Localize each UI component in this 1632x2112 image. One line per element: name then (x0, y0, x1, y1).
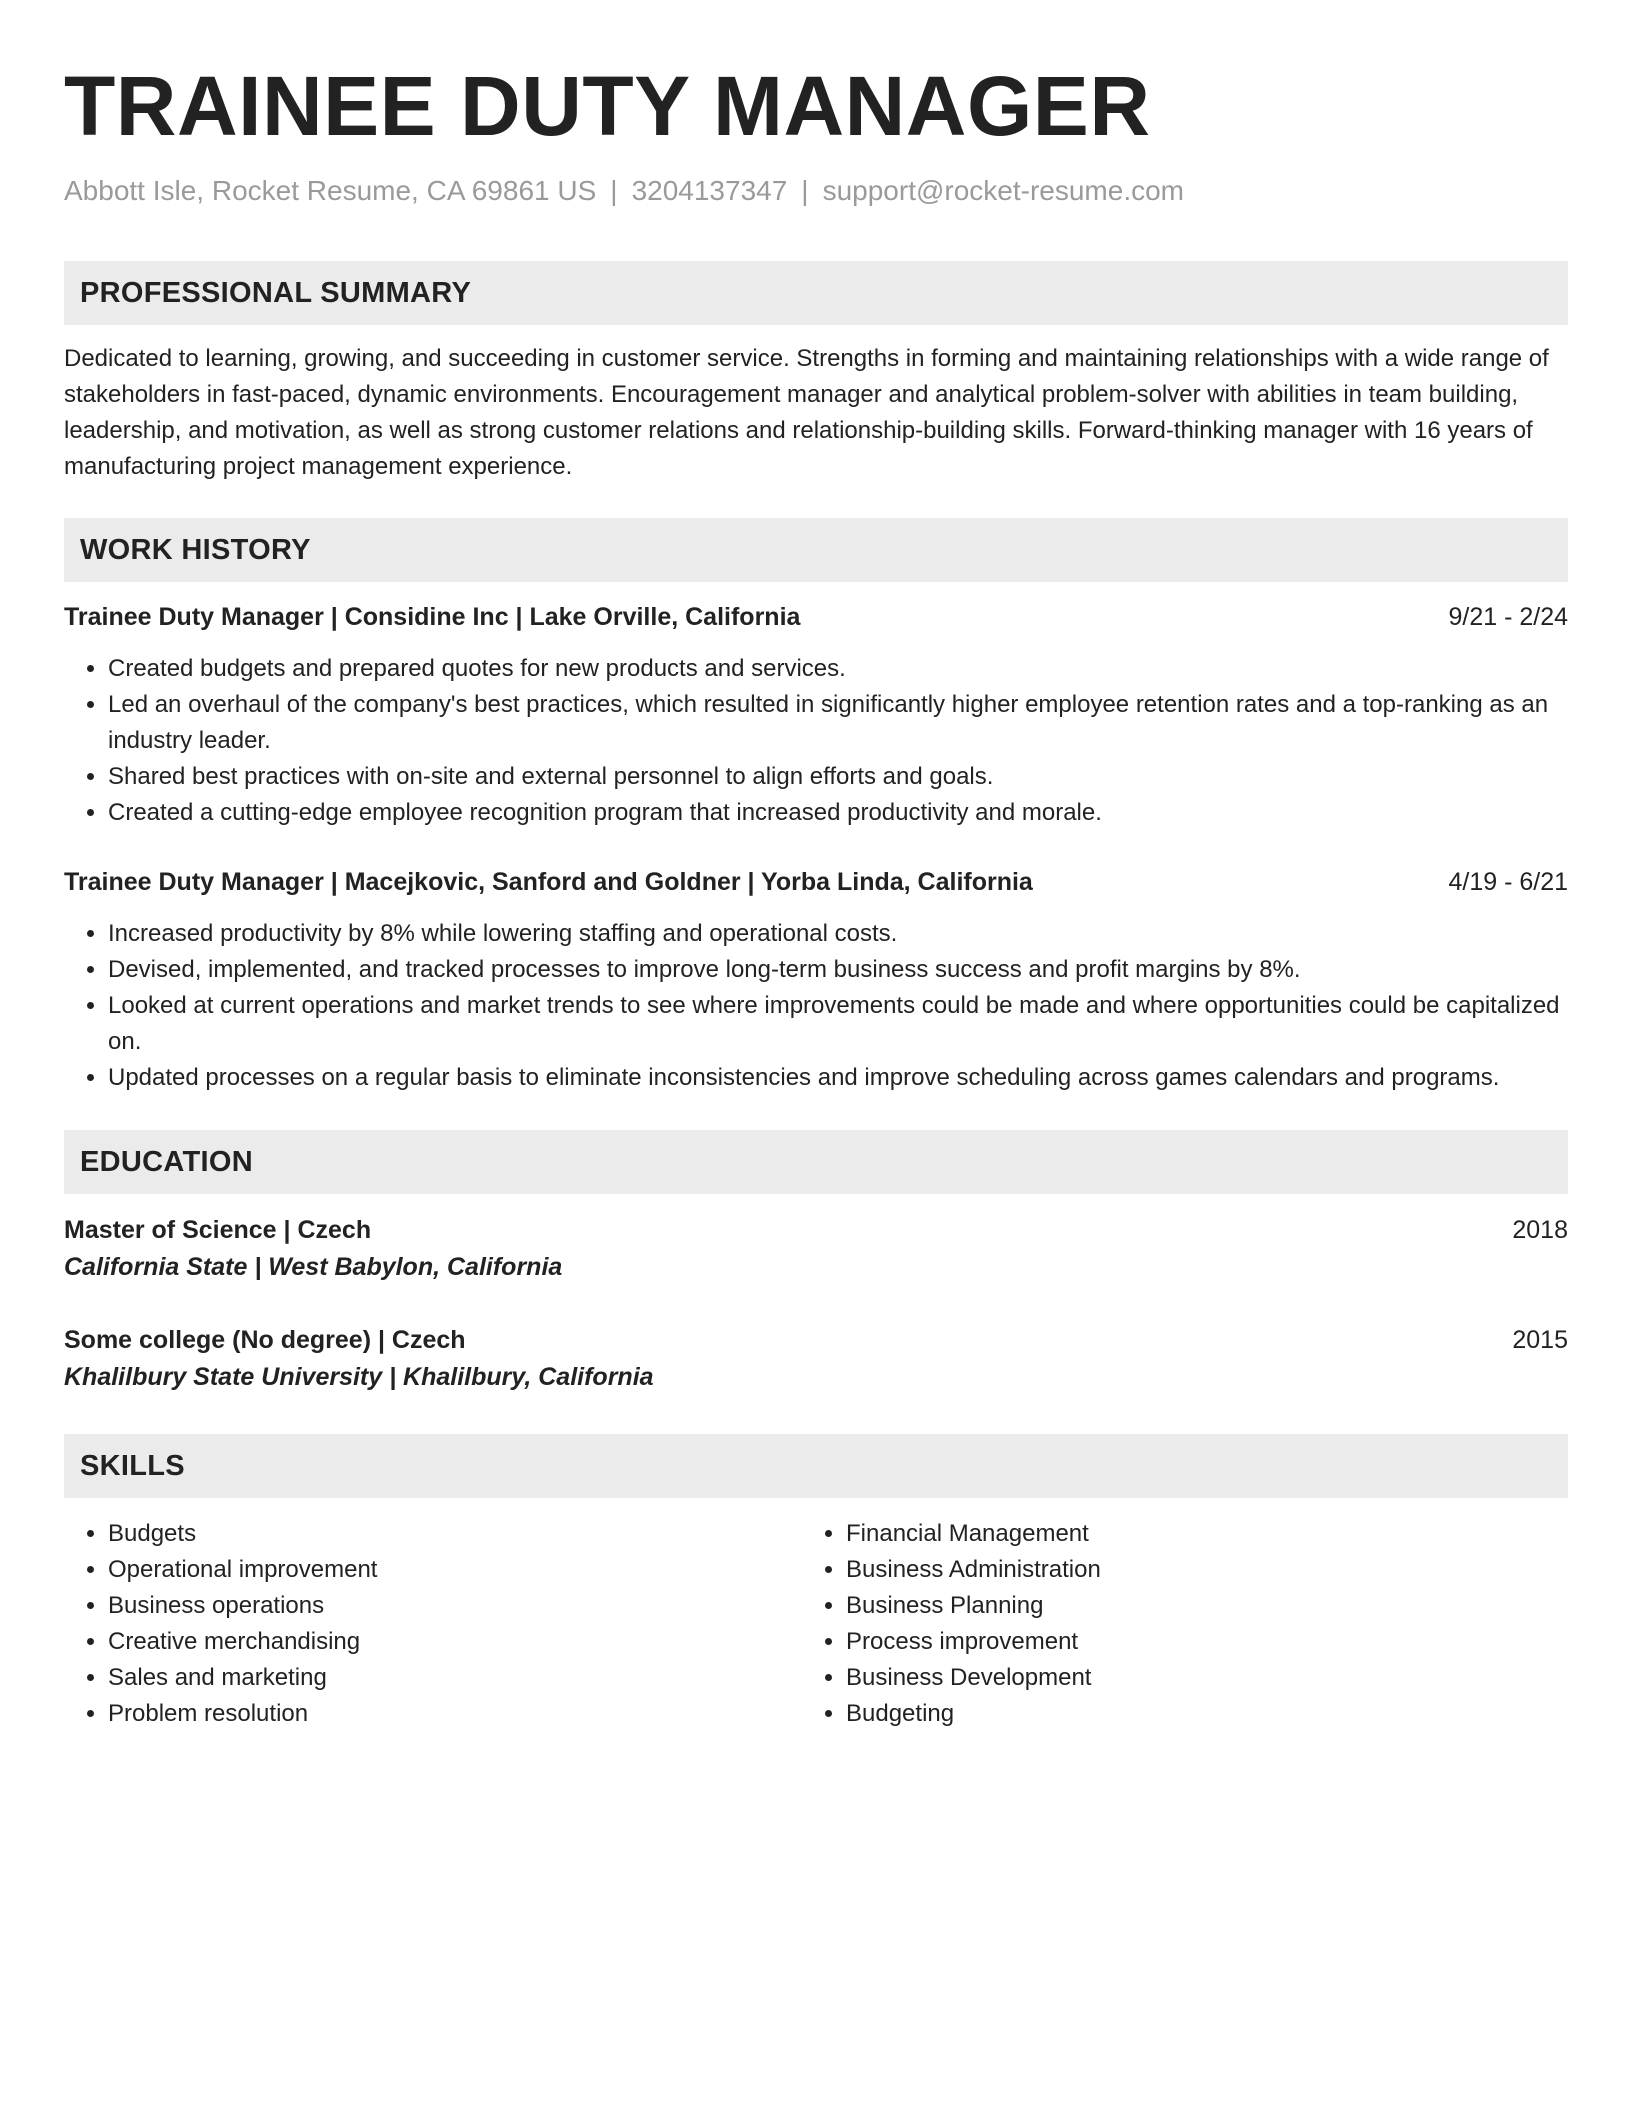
job-bullet: • Increased productivity by 8% while lowering staffing and operational costs. (108, 916, 1568, 952)
job-entry (64, 600, 1568, 831)
contact-separator: | (801, 175, 809, 206)
job-title: Trainee Duty Manager | Macejkovic, Sanford and Goldner | Yorba Linda, California (64, 868, 1033, 896)
skill-item: • Problem resolution (108, 1696, 802, 1732)
skill-item: • Business Development (846, 1660, 1540, 1696)
contact-separator: | (610, 175, 618, 206)
contact-line (64, 174, 1568, 208)
section-header-skills: SKILLS (64, 1434, 1568, 1498)
skill-item: • Business Administration (846, 1552, 1540, 1588)
contact-phone: 3204137347 (631, 175, 788, 206)
job-bullet: • Shared best practices with on-site and external personnel to align efforts and goals. (108, 759, 1568, 795)
skill-item: • Business operations (108, 1588, 802, 1624)
education-school: California State | West Babylon, California (64, 1253, 563, 1281)
skill-item: • Operational improvement (108, 1552, 802, 1588)
summary-text: Dedicated to learning, growing, and succeeding in customer service. Strengths in forming and maintaining relationships with a wide range of stakeholders in fast-paced, dynamic environments. Encouragement manager and analytical problem-solver with abilities in team building, leadership, and motivation, as well as strong customer relations and relationship-building skills. Forward-thinking manager with 16 years of manufacturing project management experience. (64, 345, 1549, 480)
education-header (64, 1212, 1568, 1248)
section-header-work-history: WORK HISTORY (64, 518, 1568, 582)
job-bullet: • Led an overhaul of the company's best practices, which resulted in significantly higher employee retention rates and a top-ranking as an industry leader. (108, 687, 1568, 759)
education-header (64, 1322, 1568, 1358)
education-entry (64, 1212, 1568, 1286)
job-entry (64, 865, 1568, 1096)
section-header-education: EDUCATION (64, 1130, 1568, 1194)
contact-email: support@rocket-resume.com (822, 175, 1185, 206)
job-dates: 9/21 - 2/24 (1448, 603, 1568, 631)
job-header (64, 865, 1568, 899)
skill-item: • Creative merchandising (108, 1624, 802, 1660)
job-bullet: • Looked at current operations and market trends to see where improvements could be made and where opportunities could be capitalized on. (108, 988, 1568, 1060)
candidate-name: TRAINEE DUTY MANAGER (64, 59, 1151, 153)
job-bullet: • Created budgets and prepared quotes for new products and services. (108, 651, 1568, 687)
job-bullets (64, 916, 1568, 1096)
skills-column-left (64, 1516, 802, 1732)
education-entry (64, 1322, 1568, 1396)
education-year: 2018 (1512, 1216, 1568, 1244)
skill-item: • Financial Management (846, 1516, 1540, 1552)
skill-item: • Budgets (108, 1516, 802, 1552)
job-dates: 4/19 - 6/21 (1448, 868, 1568, 896)
education-school: Khalilbury State University | Khalilbury, California (64, 1363, 654, 1391)
skills-grid (64, 1516, 1568, 1732)
skill-item: • Budgeting (846, 1696, 1540, 1732)
section-header-summary: PROFESSIONAL SUMMARY (64, 261, 1568, 325)
job-bullets (64, 651, 1568, 831)
skill-item: • Business Planning (846, 1588, 1540, 1624)
skill-item: • Sales and marketing (108, 1660, 802, 1696)
job-header (64, 600, 1568, 634)
job-title: Trainee Duty Manager | Considine Inc | Lake Orville, California (64, 603, 801, 631)
job-bullet: • Devised, implemented, and tracked processes to improve long-term business success and profit margins by 8%. (108, 952, 1568, 988)
education-year: 2015 (1512, 1326, 1568, 1354)
job-bullet: • Updated processes on a regular basis to eliminate inconsistencies and improve scheduling across games calendars and programs. (108, 1060, 1568, 1096)
education-degree: Master of Science | Czech (64, 1216, 372, 1244)
skills-column-right (802, 1516, 1540, 1732)
education-degree: Some college (No degree) | Czech (64, 1326, 466, 1354)
job-bullet: • Created a cutting-edge employee recognition program that increased productivity and morale. (108, 795, 1568, 831)
contact-address: Abbott Isle, Rocket Resume, CA 69861 US (64, 175, 597, 206)
skill-item: • Process improvement (846, 1624, 1540, 1660)
